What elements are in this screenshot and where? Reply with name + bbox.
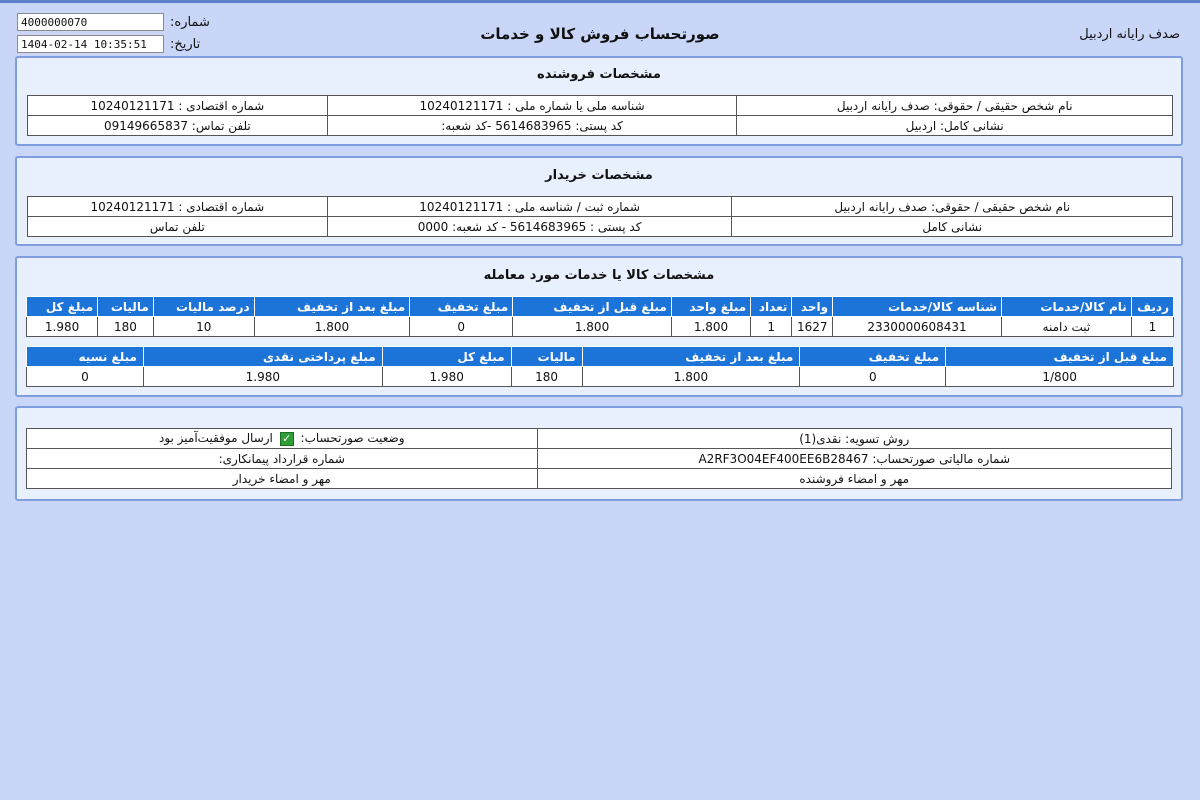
goods-col-qty: تعداد (751, 297, 792, 317)
goods-col-tax: مالیات (98, 297, 154, 317)
goods-cell-row: 1 (1131, 317, 1173, 337)
goods-cell-total: 1.980 (27, 317, 98, 337)
goods-col-discount: مبلغ تخفیف (410, 297, 513, 317)
invoice-date-field[interactable]: 1404-02-14 10:35:51 (17, 35, 164, 53)
goods-title: مشخصات کالا یا خدمات مورد معامله (483, 268, 715, 283)
buyer-table (27, 196, 1173, 237)
goods-col-row: ردیف (1131, 297, 1173, 317)
invoice-number-field[interactable]: 4000000070 (17, 13, 164, 31)
contract-number: شماره قرارداد پیمانکاری: (27, 449, 538, 469)
seller-name: نام شخص حقیقی / حقوقی: صدف رایانه اردبیل (737, 96, 1173, 116)
buyer-name: نام شخص حقیقی / حقوقی: صدف رایانه اردبیل (732, 197, 1173, 217)
seller-phone: تلفن تماس: 09149665837 (28, 116, 328, 136)
buyer-postal-code: کد پستی : 5614683965 - کد شعبه: 0000 (327, 217, 732, 237)
invoice-number-label: شماره: (170, 14, 210, 30)
buyer-panel (15, 156, 1183, 246)
buyer-registration: شماره ثبت / شناسه ملی : 10240121171 (327, 197, 732, 217)
seller-postal-code: کد پستی: 5614683965 -کد شعبه: (327, 116, 737, 136)
seller-national-id: شناسه ملی یا شماره ملی : 10240121171 (327, 96, 737, 116)
totals-cell-after-discount: 1.800 (582, 367, 800, 387)
status-label: وضعیت صورتحساب: (300, 431, 405, 446)
totals-col-total: مبلغ کل (382, 347, 511, 367)
totals-col-cash: مبلغ پرداختی نقدی (143, 347, 382, 367)
goods-cell-id: 2330000608431 (833, 317, 1002, 337)
totals-col-before-discount: مبلغ قبل از تخفیف (946, 347, 1174, 367)
goods-cell-discount: 0 (410, 317, 513, 337)
goods-col-name: نام کالا/خدمات (1002, 297, 1132, 317)
goods-col-before-discount: مبلغ قبل از تخفیف (513, 297, 672, 317)
goods-col-unit: واحد (792, 297, 833, 317)
totals-cell-cash: 1.980 (143, 367, 382, 387)
invoice-date-label: تاریخ: (170, 36, 201, 52)
goods-cell-before-discount: 1.800 (513, 317, 672, 337)
totals-col-tax: مالیات (511, 347, 582, 367)
totals-cell-credit: 0 (27, 367, 144, 387)
seller-panel (15, 56, 1183, 146)
seller-economic-code: شماره اقتصادی : 10240121171 (28, 96, 328, 116)
goods-cell-qty: 1 (751, 317, 792, 337)
seller-title: مشخصات فروشنده (537, 67, 661, 82)
goods-header-row (27, 297, 1174, 317)
totals-cell-tax: 180 (511, 367, 582, 387)
totals-cell-before-discount: 1/800 (946, 367, 1174, 387)
invoice-header (0, 3, 1200, 55)
table-row (27, 317, 1174, 337)
seller-address: نشانی کامل: اردبیل (737, 116, 1173, 136)
check-icon: ✓ (280, 432, 294, 446)
page-title: صورتحساب فروش کالا و خدمات (480, 25, 720, 43)
goods-cell-after-discount: 1.800 (254, 317, 410, 337)
goods-col-id: شناسه کالا/خدمات (833, 297, 1002, 317)
totals-col-discount: مبلغ تخفیف (800, 347, 946, 367)
totals-cell-discount: 0 (800, 367, 946, 387)
buyer-address: نشانی کامل (732, 217, 1173, 237)
totals-header-row (27, 347, 1174, 367)
goods-col-after-discount: مبلغ بعد از تخفیف (254, 297, 410, 317)
totals-col-credit: مبلغ نسیه (27, 347, 144, 367)
footer-table (26, 428, 1172, 489)
footer-panel (15, 406, 1183, 501)
company-name: صدف رایانه اردبیل (1079, 27, 1180, 42)
totals-col-after-discount: مبلغ بعد از تخفیف (582, 347, 800, 367)
buyer-title: مشخصات خریدار (545, 168, 653, 183)
invoice-status (27, 429, 538, 449)
totals-cell-total: 1.980 (382, 367, 511, 387)
goods-table (26, 296, 1174, 337)
goods-col-unit-price: مبلغ واحد (671, 297, 750, 317)
status-value: ارسال موفقیت‌آمیز بود (158, 431, 273, 446)
goods-cell-name: ثبت دامنه (1002, 317, 1132, 337)
goods-cell-unit: 1627 (792, 317, 833, 337)
table-row (27, 367, 1174, 387)
settlement-method: روش تسویه: نقدی(1) (537, 429, 1172, 449)
goods-panel (15, 256, 1183, 397)
tax-id: شماره مالیاتی صورتحساب: A2RF3O04EF400EE6B28467 (537, 449, 1172, 469)
goods-cell-tax: 180 (98, 317, 154, 337)
goods-cell-tax-percent: 10 (153, 317, 254, 337)
buyer-economic-code: شماره اقتصادی : 10240121171 (28, 197, 328, 217)
seller-table (27, 95, 1173, 136)
goods-col-total: مبلغ کل (27, 297, 98, 317)
goods-cell-unit-price: 1.800 (671, 317, 750, 337)
buyer-phone: تلفن تماس (28, 217, 328, 237)
totals-table (26, 346, 1174, 387)
seller-signature: مهر و امضاء فروشنده (537, 469, 1172, 489)
buyer-signature: مهر و امضاء خریدار (27, 469, 538, 489)
goods-col-tax-percent: درصد مالیات (153, 297, 254, 317)
